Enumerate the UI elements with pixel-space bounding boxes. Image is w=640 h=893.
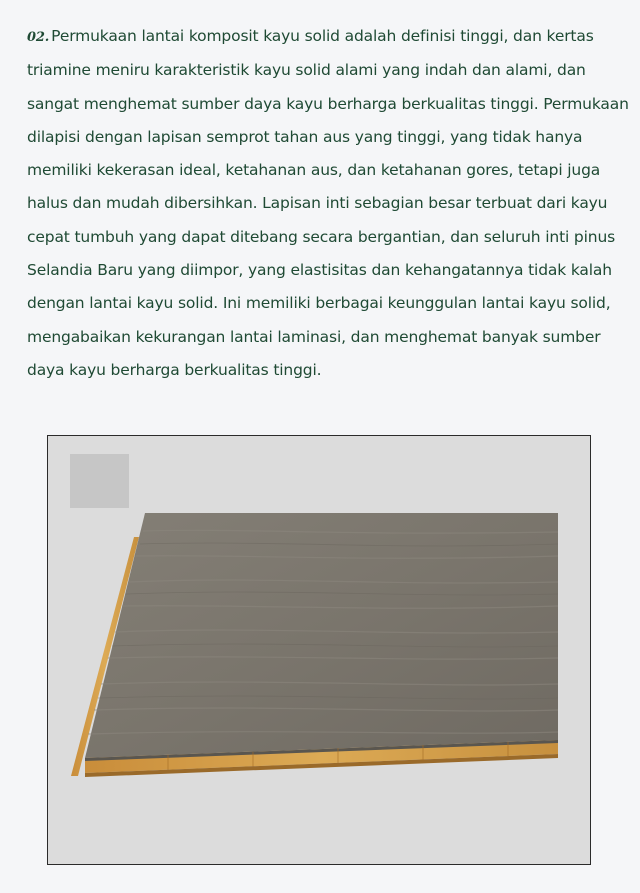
- paragraph-line-11: daya kayu berharga berkualitas tinggi.: [27, 360, 322, 379]
- paragraph-line-6: halus dan mudah dibersihkan. Lapisan inti sebagian besar terbuat dari kayu: [27, 194, 608, 213]
- paragraph-line-3: sangat menghemat sumber daya kayu berharga berkualitas tinggi. Permukaan: [27, 94, 629, 113]
- paragraph-line-7: cepat tumbuh yang dapat ditebang secara bergantian, dan seluruh inti pinus: [27, 227, 616, 246]
- thumbnail-placeholder: [70, 454, 129, 508]
- wood-floor-board-image: [48, 436, 590, 864]
- paragraph-number: 02.: [27, 30, 50, 45]
- paragraph-line-5: memiliki kekerasan ideal, ketahanan aus, dan ketahanan gores, tetapi juga: [27, 161, 601, 180]
- product-photo: [47, 435, 591, 865]
- paragraph-line-1: 02. Permukaan lantai komposit kayu solid adalah definisi tinggi, dan kertas: [27, 27, 594, 45]
- board-surface: [85, 513, 558, 758]
- paragraph-line-2: triamine meniru karakteristik kayu solid alami yang indah dan alami, dan: [27, 61, 586, 80]
- paragraph-line-8: Selandia Baru yang diimpor, yang elastisitas dan kehangatannya tidak kalah: [27, 261, 612, 280]
- paragraph-line-4: dilapisi dengan lapisan semprot tahan aus yang tinggi, yang tidak hanya: [27, 127, 583, 146]
- description-paragraph: [27, 20, 627, 387]
- paragraph-line-9: dengan lantai kayu solid. Ini memiliki berbagai keunggulan lantai kayu solid,: [27, 294, 611, 313]
- paragraph-line-10: mengabaikan kekurangan lantai laminasi, dan menghemat banyak sumber: [27, 327, 601, 346]
